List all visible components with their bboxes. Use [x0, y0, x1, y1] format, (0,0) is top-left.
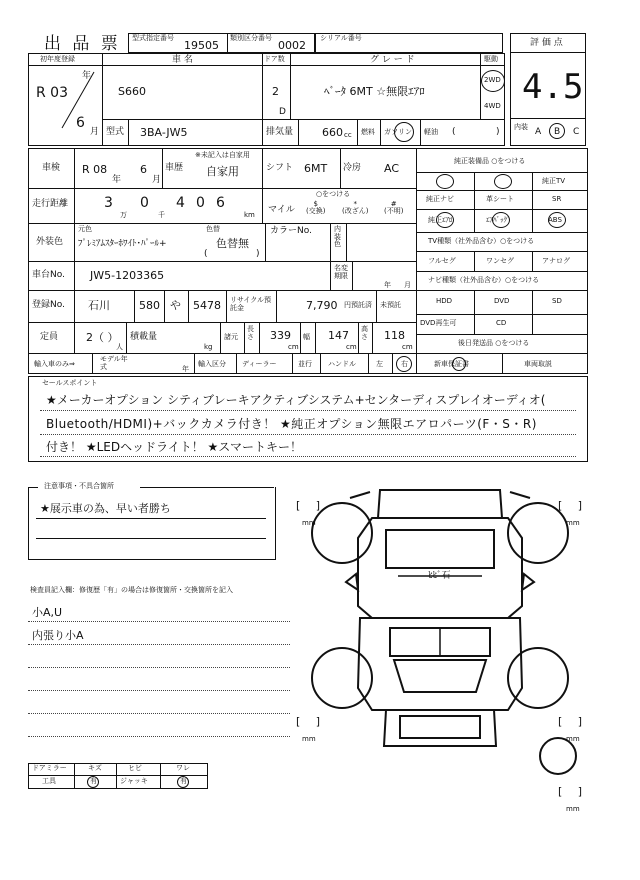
mileage-digit-1: 3: [104, 195, 113, 211]
import-parallel: 並行: [298, 360, 312, 368]
legend-jack-value: 有: [180, 777, 187, 785]
designation-label: 型式指定番号: [132, 34, 174, 42]
recycle-amount: 7,790: [306, 299, 338, 312]
meter-opt-unknown: # (不明): [384, 200, 404, 215]
mileage-unit-sen: 千: [158, 211, 165, 219]
fuel-light: 軽油: [424, 128, 438, 136]
meter-opt-exchange: $ (交換): [306, 200, 326, 215]
width: 147: [328, 329, 349, 342]
model-year-label: モデル年式: [100, 355, 128, 371]
tools-circle: [87, 776, 99, 788]
first-reg-label: 初年度登録: [40, 55, 75, 63]
model-label: 型式: [106, 127, 125, 137]
inspector-line-2: 内張り小A: [32, 629, 84, 642]
inspection-month: 6: [140, 163, 147, 176]
sales-line-3: 付き！ ★LEDヘッドライト！ ★スマートキー！: [46, 440, 303, 454]
equip-aero: 純正ｴｱﾛ: [428, 216, 453, 224]
legend-mirror: ドアミラー: [32, 764, 67, 772]
orig-color-label: 元色: [78, 225, 92, 233]
tv-one: ワンセグ: [486, 257, 514, 265]
equip-tv: 純正TV: [542, 177, 566, 185]
grade-label: グ レ ー ド: [370, 55, 415, 65]
length-label: 長さ: [247, 325, 254, 341]
drive-selected-circle: [481, 70, 505, 92]
equip-mark-2: [494, 174, 512, 189]
equipment-title: 純正装備品 ○をつける: [454, 157, 526, 165]
displacement: 660: [322, 126, 343, 139]
import-dealer: ディーラー: [242, 360, 277, 368]
model-year-unit: 年: [182, 365, 189, 373]
paint: 色替無: [216, 237, 249, 250]
mileage-unit-man: 万: [120, 211, 127, 219]
import-cat-label: 輸入区分: [198, 360, 226, 368]
load-label: 積載量: [130, 332, 158, 342]
tv-analog: アナログ: [542, 257, 570, 265]
dims-label: 諸元: [224, 333, 238, 341]
capacity-label: 定員: [40, 332, 59, 342]
equip-abs: ABS: [548, 216, 562, 224]
ship-warranty: 新車保証書: [434, 360, 469, 368]
handle-label: ハンドル: [328, 360, 356, 368]
form-title: 出 品 票: [44, 34, 121, 54]
interior-c: C: [573, 127, 580, 137]
meter-opt-tamper: * (改ざん): [342, 200, 369, 215]
ac: AC: [384, 162, 400, 175]
shift-label: シフト: [266, 163, 294, 173]
recycle-unpaid: 未預託: [380, 301, 401, 309]
car-diagram: [290, 478, 590, 813]
chassis: JW5-1203365: [90, 269, 165, 282]
nav-title: ナビ種類（社外品含む）○をつける: [428, 276, 540, 284]
paint-label: 色替: [206, 225, 220, 233]
import-label: 輸入車のみ⇒: [34, 360, 75, 368]
inspector-line-1: 小A,U: [32, 606, 63, 619]
fuel-label: 燃料: [361, 128, 375, 136]
rating-value: 4.5: [522, 67, 584, 107]
equip-navi: 純正ナビ: [426, 195, 454, 203]
mileage-unit-km: km: [244, 211, 255, 219]
recycle-label: リサイクル預託金: [230, 296, 272, 313]
drive-2wd: 2WD: [484, 76, 501, 84]
handle-selected-circle: [396, 356, 412, 372]
tv-title: TV種類（社外品含む）○をつける: [428, 237, 535, 245]
height: 118: [384, 329, 405, 342]
interior-selected-circle: [549, 123, 565, 139]
person-unit: 人: [116, 343, 123, 351]
handle-right: 右: [401, 360, 408, 368]
legend-scratch: キズ: [88, 764, 102, 772]
mm-front-right: mm: [566, 519, 580, 527]
inspection: R 08: [82, 163, 108, 176]
meter-label: マイル: [268, 205, 295, 215]
car-name-label: 車 名: [172, 55, 193, 65]
ship-title: 後日発送品 ○をつける: [458, 339, 530, 347]
mm-spare: mm: [566, 805, 580, 813]
ac-label: 冷房: [343, 163, 362, 173]
reg-pref: 石川: [88, 299, 110, 312]
inspection-label: 車検: [42, 163, 61, 173]
ship-manual: 車両取説: [524, 360, 552, 368]
grade: ﾍﾞｰﾀ 6MT ☆無限ｴｱﾛ: [324, 85, 425, 98]
reg-label: 登録No.: [32, 300, 65, 310]
meter-note: ○をつける: [316, 190, 351, 198]
doors-label: ドア数: [264, 55, 285, 63]
inspection-month-unit: 月: [152, 175, 162, 185]
caution-line-1: ★展示車の為、早い者勝ち: [40, 502, 171, 515]
interior-a: A: [535, 127, 542, 137]
length-unit: cm: [288, 343, 299, 351]
mileage-digit-5: 6: [216, 195, 225, 211]
drive-4wd: 4WD: [484, 102, 501, 110]
displacement-label: 排気量: [266, 127, 294, 137]
int-color-label: 内装色: [334, 225, 341, 249]
expiry-year-unit: 年: [384, 281, 391, 289]
first-reg-era: R 03: [36, 85, 68, 101]
designation-no: 19505: [184, 39, 219, 52]
legend-break: ワレ: [176, 764, 190, 772]
damage-marker: ﾋﾋﾞ石: [428, 571, 451, 581]
width-unit: cm: [346, 343, 357, 351]
sales-line-1: ★メーカーオプション シティブレーキアクティブシステム+センターディスプレイオーディオ(: [46, 393, 546, 407]
caution-label: 注意事項・不具合箇所: [44, 482, 114, 490]
equip-mark-aero: [436, 212, 454, 228]
serial-label: シリアル番号: [320, 34, 362, 42]
nav-dvd: DVD: [494, 297, 510, 305]
dvd-label: DVD再生可: [420, 319, 457, 327]
chassis-label: 車台No.: [32, 270, 65, 280]
mileage-digit-4: 0: [196, 195, 205, 211]
equip-mark-1: [436, 174, 454, 189]
equip-mark-airbag: [492, 212, 510, 228]
equip-airbag: ｴｱﾊﾞｯｸﾞ: [486, 216, 511, 224]
interior-label: 内装: [514, 123, 528, 131]
orig-color: ﾌﾟﾚﾐｱﾑｽﾀｰﾎﾜｲﾄ･ﾊﾟｰﾙ+: [78, 239, 167, 249]
mileage-digit-2: 0: [140, 195, 149, 211]
reg-kana: や: [170, 299, 181, 312]
ship-selected-circle: [452, 357, 466, 371]
legend-tools-value: 有: [90, 777, 97, 785]
first-reg-month: 6: [76, 115, 85, 131]
category-label: 類別区分番号: [230, 34, 272, 42]
nav-hdd: HDD: [436, 297, 453, 305]
width-label: 幅: [303, 333, 310, 341]
length: 339: [270, 329, 291, 342]
year-unit: 年: [82, 71, 92, 81]
sales-line-2: Bluetooth/HDMI)+バックカメラ付き！ ★純正オプション無限エアロパーツ(F・S・R): [46, 417, 537, 431]
color-label: 外装色: [36, 237, 64, 247]
mileage-digit-3: 4: [176, 195, 185, 211]
inspection-year-unit: 年: [112, 175, 122, 185]
cc-unit: cc: [344, 131, 352, 139]
door-type: D: [279, 107, 286, 117]
category-no: 0002: [278, 39, 306, 52]
handle-left: 左: [376, 360, 383, 368]
dvd-cd: CD: [496, 319, 507, 327]
drive-label: 駆動: [484, 55, 498, 63]
legend-jack: ジャッキ: [120, 777, 148, 785]
reg-number: 5478: [193, 299, 221, 312]
reg-class: 580: [139, 299, 160, 312]
sales-label: セールスポイント: [42, 379, 98, 387]
model: 3BA-JW5: [140, 126, 188, 139]
recycle-unit: 円預託済: [344, 301, 372, 309]
fuel-selected-circle: [394, 122, 414, 142]
rating-label: 評 価 点: [530, 38, 563, 48]
shift: 6MT: [304, 162, 328, 175]
height-unit: cm: [402, 343, 413, 351]
mileage-label: 走行距離: [32, 199, 69, 209]
fuel-gasoline: ガソリン: [384, 128, 412, 136]
caution-box: [28, 487, 276, 560]
capacity: 2（ ）: [86, 331, 119, 344]
car-name: S660: [118, 85, 146, 98]
doors: 2: [272, 85, 279, 98]
mm-rear-right: mm: [566, 735, 580, 743]
mm-front-left: mm: [302, 519, 316, 527]
name-expiry-label: 名変期限: [334, 264, 348, 280]
mm-rear-left: mm: [302, 735, 316, 743]
tv-full: フルセグ: [428, 257, 456, 265]
interior-b: B: [554, 127, 561, 137]
history: 自家用: [206, 165, 239, 178]
expiry-month-unit: 月: [404, 281, 411, 289]
height-label: 高さ: [361, 325, 368, 341]
jack-circle: [177, 776, 189, 788]
equip-mark-abs: [548, 212, 566, 228]
nav-sd: SD: [552, 297, 562, 305]
equip-sr: SR: [552, 195, 562, 203]
kg-unit: kg: [204, 343, 213, 351]
color-no-label: カラーNo.: [270, 226, 312, 236]
inspector-label: 検査員記入欄：修復歴「有」の場合は修復箇所・交換箇所を記入: [30, 586, 233, 594]
legend-tools: 工具: [42, 777, 56, 785]
legend-crack: ヒビ: [128, 764, 142, 772]
equip-leather: 革シート: [486, 195, 514, 203]
history-label: 車歴: [165, 163, 184, 173]
history-note: ※未記入は自家用: [195, 151, 250, 159]
month-unit: 月: [90, 127, 100, 137]
